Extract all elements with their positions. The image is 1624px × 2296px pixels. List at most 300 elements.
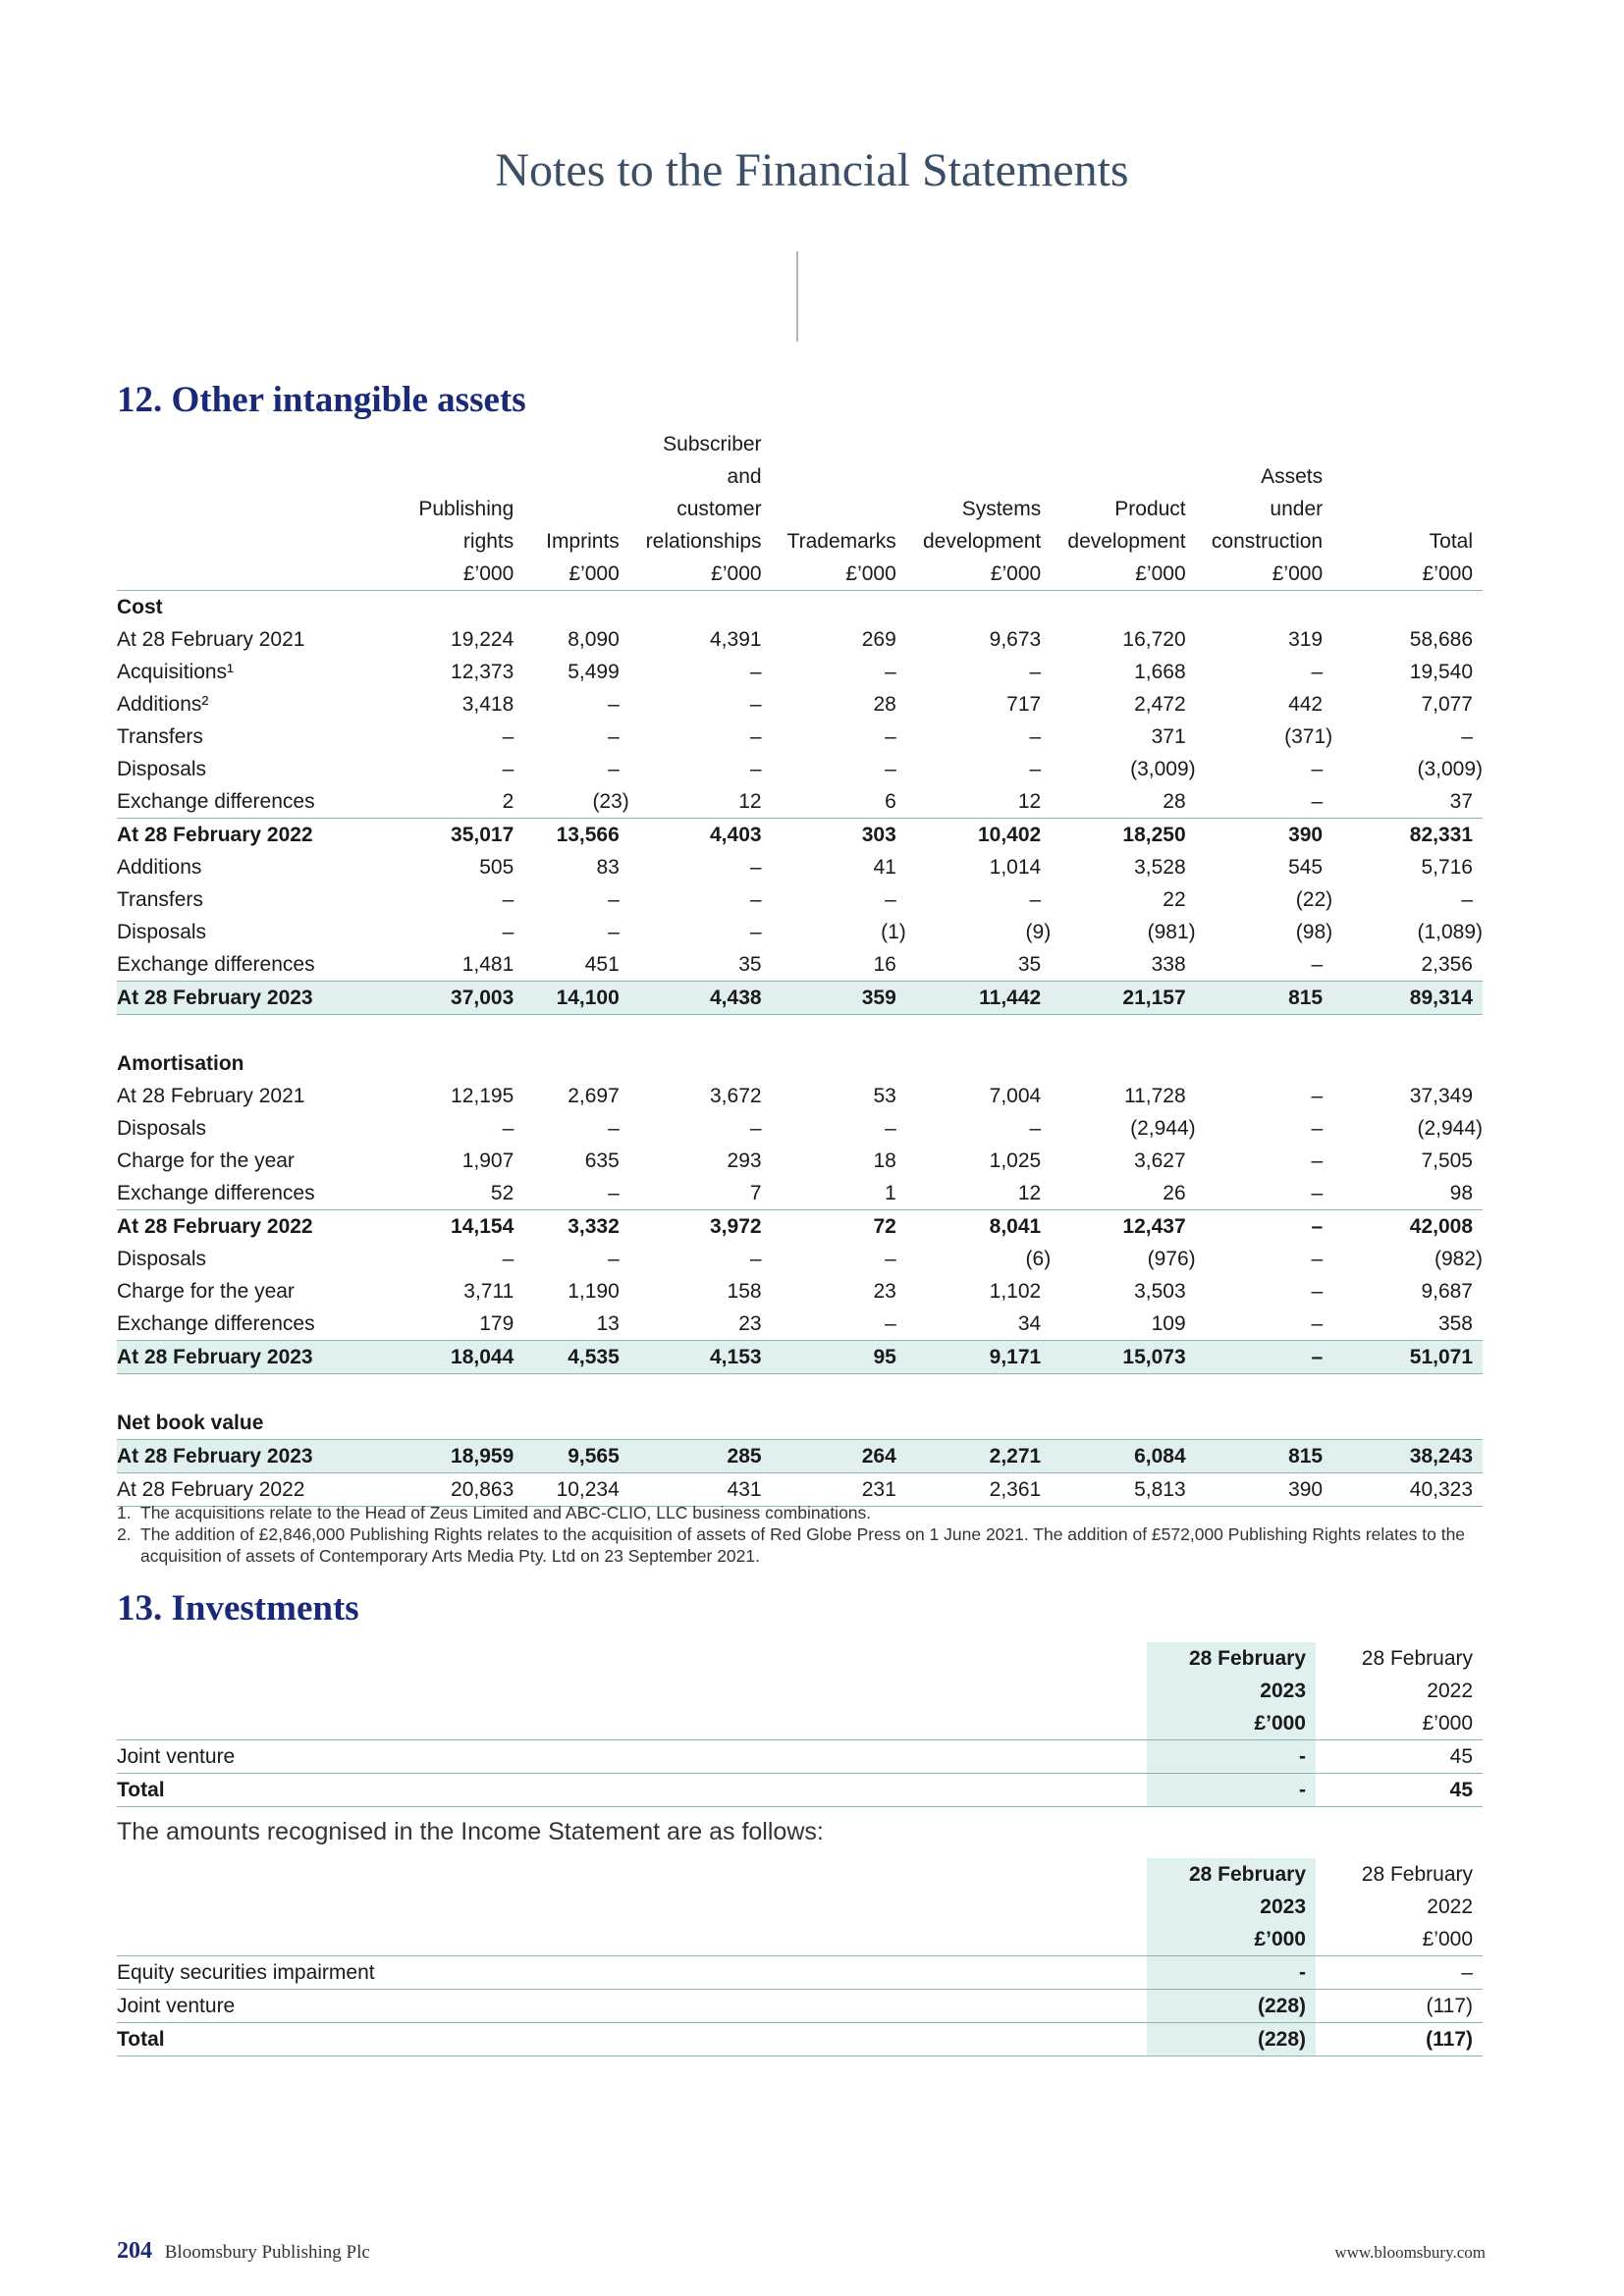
table-row xyxy=(117,656,1483,688)
value-cell: 38,243 xyxy=(1332,1440,1483,1473)
value-cell: 7,077 xyxy=(1421,693,1473,716)
value-cell: 20,863 xyxy=(369,1473,523,1507)
value-cell: 109 xyxy=(1151,1312,1186,1335)
value-cell: – xyxy=(502,758,514,780)
column-header-2022: £’000 xyxy=(1316,1923,1483,1956)
value-cell: 2 xyxy=(502,790,514,813)
row-label: Disposals xyxy=(117,758,207,780)
value-cell: 12,437 xyxy=(1051,1210,1195,1244)
value-2022: 45 xyxy=(1316,1774,1483,1807)
value-2023: (228) xyxy=(1147,1990,1316,2023)
value-cell: 2,271 xyxy=(906,1440,1051,1473)
value-cell: 3,711 xyxy=(463,1280,514,1303)
value-cell: – xyxy=(1311,1280,1324,1303)
value-cell: 158 xyxy=(727,1280,762,1303)
value-cell: 19,540 xyxy=(1409,661,1473,683)
column-header: £’000 xyxy=(1196,558,1332,591)
value-cell: 1,014 xyxy=(989,856,1042,879)
value-cell: – xyxy=(1461,888,1473,911)
value-cell: 7,505 xyxy=(1421,1149,1473,1172)
value-cell: 4,403 xyxy=(629,819,772,852)
table-row xyxy=(117,1774,1483,1807)
value-cell: (2,944) xyxy=(1130,1117,1196,1140)
section-heading-intangibles: 12. Other intangible assets xyxy=(117,380,526,420)
value-cell: 12 xyxy=(1017,790,1042,813)
table-row xyxy=(117,721,1483,753)
value-cell: 815 xyxy=(1196,982,1332,1015)
footer-left xyxy=(117,2238,370,2265)
value-cell: 37 xyxy=(1449,790,1473,813)
column-header: and xyxy=(727,465,762,488)
value-cell: 2,472 xyxy=(1134,693,1186,716)
value-cell: 16,720 xyxy=(1122,628,1186,651)
value-cell: – xyxy=(1311,1182,1324,1204)
header-row xyxy=(117,460,1483,493)
value-cell: – xyxy=(749,856,762,879)
value-cell: – xyxy=(749,693,762,716)
column-header: Subscriber xyxy=(663,433,762,455)
value-cell: (981) xyxy=(1147,921,1196,943)
column-header xyxy=(772,428,906,460)
value-cell: 18,044 xyxy=(369,1341,523,1374)
value-cell: 338 xyxy=(1151,953,1186,976)
value-cell: 1,481 xyxy=(461,953,514,976)
value-cell: – xyxy=(608,1117,620,1140)
column-header xyxy=(117,558,369,591)
value-cell: 35 xyxy=(738,953,762,976)
value-cell: 34 xyxy=(1017,1312,1042,1335)
value-cell: 3,503 xyxy=(1134,1280,1186,1303)
table-row xyxy=(117,688,1483,721)
column-header-2023: 2023 xyxy=(1147,1675,1316,1707)
value-cell: (982) xyxy=(1434,1248,1483,1270)
column-header-2023: 28 February xyxy=(1147,1642,1316,1675)
column-header: £’000 xyxy=(523,558,629,591)
row-label: Disposals xyxy=(117,1117,207,1140)
cost-label-row xyxy=(117,591,1483,624)
table-row xyxy=(117,1210,1483,1244)
value-cell: 2,697 xyxy=(568,1085,620,1107)
table-row xyxy=(117,1243,1483,1275)
value-2023: - xyxy=(1147,1774,1316,1807)
value-cell: 3,528 xyxy=(1134,856,1186,879)
page-title: Notes to the Financial Statements xyxy=(495,144,1129,196)
value-cell: 12,373 xyxy=(451,661,514,683)
value-cell: 11,442 xyxy=(906,982,1051,1015)
value-cell: – xyxy=(1029,661,1042,683)
table-row xyxy=(117,1145,1483,1177)
value-cell: (6) xyxy=(1025,1248,1052,1270)
value-cell: 14,100 xyxy=(523,982,629,1015)
column-header xyxy=(1332,428,1483,460)
value-cell: 3,672 xyxy=(710,1085,762,1107)
value-cell: – xyxy=(608,725,620,748)
value-cell: – xyxy=(1311,1248,1324,1270)
row-label: Transfers xyxy=(117,888,203,911)
value-cell: – xyxy=(749,758,762,780)
value-cell: – xyxy=(1029,1117,1042,1140)
value-cell: – xyxy=(1311,1117,1324,1140)
value-cell: 4,438 xyxy=(629,982,772,1015)
column-header: Publishing xyxy=(418,498,514,520)
header-spacer xyxy=(117,1858,1147,1891)
value-cell: 28 xyxy=(1163,790,1186,813)
header-row xyxy=(117,1642,1483,1675)
value-cell: 3,418 xyxy=(461,693,514,716)
value-cell: 82,331 xyxy=(1332,819,1483,852)
page-number: 204 xyxy=(117,2238,152,2264)
value-cell: 37,349 xyxy=(1409,1085,1473,1107)
header-spacer xyxy=(117,1675,1147,1707)
column-header: £’000 xyxy=(772,558,906,591)
value-cell: 8,090 xyxy=(568,628,620,651)
value-cell: 28 xyxy=(873,693,896,716)
section-label: Amortisation xyxy=(117,1052,244,1075)
value-cell: 52 xyxy=(490,1182,514,1204)
value-cell: 2,361 xyxy=(906,1473,1051,1507)
value-cell: 11,728 xyxy=(1123,1085,1186,1107)
value-cell: 5,499 xyxy=(568,661,620,683)
column-header: £’000 xyxy=(1051,558,1195,591)
value-cell: – xyxy=(749,921,762,943)
value-cell: – xyxy=(502,921,514,943)
value-cell: 22 xyxy=(1163,888,1186,911)
header-row xyxy=(117,1707,1483,1740)
column-header xyxy=(906,428,1051,460)
column-header: development xyxy=(1067,530,1186,553)
table-row xyxy=(117,1080,1483,1112)
value-cell: 293 xyxy=(727,1149,762,1172)
value-cell: 23 xyxy=(738,1312,762,1335)
value-cell: 6,084 xyxy=(1051,1440,1195,1473)
table-row xyxy=(117,1990,1483,2023)
table-row xyxy=(117,1341,1483,1374)
column-header xyxy=(117,460,369,493)
value-cell: 359 xyxy=(772,982,906,1015)
value-cell: – xyxy=(1311,661,1324,683)
value-cell: 431 xyxy=(629,1473,772,1507)
value-cell: 13 xyxy=(596,1312,620,1335)
row-label: At 28 February 2023 xyxy=(117,1341,369,1374)
value-cell: 51,071 xyxy=(1332,1341,1483,1374)
row-label: Joint venture xyxy=(117,1740,1147,1774)
value-cell: 15,073 xyxy=(1051,1341,1195,1374)
value-cell: 442 xyxy=(1288,693,1324,716)
row-label: Disposals xyxy=(117,1248,207,1270)
intangible-assets-table xyxy=(117,428,1483,1507)
header-row xyxy=(117,1923,1483,1956)
column-header: construction xyxy=(1211,530,1324,553)
header-spacer xyxy=(117,1891,1147,1923)
table-row xyxy=(117,1112,1483,1145)
value-cell: – xyxy=(1196,1210,1332,1244)
header-row xyxy=(117,1858,1483,1891)
header-spacer xyxy=(117,1642,1147,1675)
value-cell: (23) xyxy=(592,790,629,813)
value-cell: 35,017 xyxy=(369,819,523,852)
value-cell: 9,687 xyxy=(1421,1280,1473,1303)
value-cell: 16 xyxy=(873,953,896,976)
column-header: Imprints xyxy=(546,530,620,553)
value-cell: 451 xyxy=(584,953,620,976)
column-header: customer xyxy=(677,498,762,520)
value-cell: – xyxy=(608,693,620,716)
column-header xyxy=(1332,493,1483,525)
spacer-row xyxy=(117,1015,1483,1048)
header-row xyxy=(117,558,1483,591)
value-cell: 18 xyxy=(873,1149,896,1172)
value-cell: 264 xyxy=(772,1440,906,1473)
value-cell: – xyxy=(1311,1312,1324,1335)
value-cell: – xyxy=(749,725,762,748)
value-cell: – xyxy=(885,1312,896,1335)
table-row xyxy=(117,1740,1483,1774)
column-header-2022: 2022 xyxy=(1427,1680,1473,1702)
table-row xyxy=(117,851,1483,883)
value-cell: 505 xyxy=(479,856,514,879)
row-label: At 28 February 2023 xyxy=(117,982,369,1015)
value-cell: – xyxy=(1311,1085,1324,1107)
amortisation-label-row xyxy=(117,1047,1483,1080)
value-cell: 1,907 xyxy=(461,1149,514,1172)
value-cell: 13,566 xyxy=(523,819,629,852)
value-2022: 45 xyxy=(1316,1740,1483,1774)
value-cell: 285 xyxy=(629,1440,772,1473)
value-cell: – xyxy=(885,661,896,683)
value-cell: 815 xyxy=(1196,1440,1332,1473)
value-cell: 21,157 xyxy=(1051,982,1195,1015)
column-header xyxy=(1332,460,1483,493)
value-cell: 7,004 xyxy=(989,1085,1042,1107)
value-cell: (9) xyxy=(1025,921,1052,943)
row-label: Additions xyxy=(117,856,202,879)
value-cell: 12 xyxy=(1017,1182,1042,1204)
column-header xyxy=(906,460,1051,493)
column-header-2022: £’000 xyxy=(1316,1707,1483,1740)
value-cell: 37,003 xyxy=(369,982,523,1015)
spacer-cell xyxy=(117,1374,1483,1408)
value-cell: 4,535 xyxy=(523,1341,629,1374)
value-cell: – xyxy=(502,888,514,911)
footnote-number: 2. xyxy=(117,1524,132,1544)
table-row xyxy=(117,1440,1483,1473)
table-row xyxy=(117,883,1483,916)
column-header-2023: £’000 xyxy=(1147,1923,1316,1956)
value-cell: 358 xyxy=(1437,1312,1473,1335)
column-header xyxy=(1196,428,1332,460)
value-cell: (976) xyxy=(1147,1248,1196,1270)
value-cell: – xyxy=(608,1182,620,1204)
value-cell: 89,314 xyxy=(1332,982,1483,1015)
value-cell: (2,944) xyxy=(1417,1117,1483,1140)
value-cell: 4,391 xyxy=(710,628,762,651)
column-header-2022: 28 February xyxy=(1361,1647,1473,1670)
value-cell: – xyxy=(885,1117,896,1140)
column-header: development xyxy=(922,530,1042,553)
section-label: Net book value xyxy=(117,1412,264,1434)
row-label: Exchange differences xyxy=(117,1182,315,1204)
value-cell: 3,332 xyxy=(523,1210,629,1244)
value-cell: 390 xyxy=(1196,1473,1332,1507)
column-header-2023: 28 February xyxy=(1147,1858,1316,1891)
table-row xyxy=(117,785,1483,819)
value-cell: 98 xyxy=(1449,1182,1473,1204)
value-cell: 4,153 xyxy=(629,1341,772,1374)
header-spacer xyxy=(117,1923,1147,1956)
header-row xyxy=(117,493,1483,525)
column-header xyxy=(117,428,369,460)
column-header: £’000 xyxy=(906,558,1051,591)
value-cell: 26 xyxy=(1163,1182,1186,1204)
value-cell: 5,813 xyxy=(1051,1473,1195,1507)
value-cell: – xyxy=(749,661,762,683)
footnote xyxy=(117,1502,1472,1523)
column-header: Assets xyxy=(1261,465,1324,488)
value-cell: 8,041 xyxy=(906,1210,1051,1244)
value-cell: (1,089) xyxy=(1417,921,1483,943)
value-cell: 635 xyxy=(584,1149,620,1172)
value-cell: 9,673 xyxy=(989,628,1042,651)
value-cell: 7 xyxy=(749,1182,762,1204)
header-spacer xyxy=(117,1707,1147,1740)
value-cell: (98) xyxy=(1295,921,1333,943)
value-cell: 3,627 xyxy=(1134,1149,1186,1172)
value-cell: – xyxy=(1196,1341,1332,1374)
value-cell: – xyxy=(1029,758,1042,780)
value-cell: – xyxy=(1029,725,1042,748)
value-cell: 303 xyxy=(772,819,906,852)
value-cell: (3,009) xyxy=(1130,758,1196,780)
value-cell: 2,356 xyxy=(1421,953,1473,976)
column-header: relationships xyxy=(645,530,762,553)
value-cell: 6 xyxy=(885,790,896,813)
value-cell: 9,171 xyxy=(906,1341,1051,1374)
table-row xyxy=(117,819,1483,852)
row-label: Transfers xyxy=(117,725,203,748)
header-row xyxy=(117,1675,1483,1707)
header-row xyxy=(117,525,1483,558)
column-header: under xyxy=(1270,498,1324,520)
value-cell: 717 xyxy=(1006,693,1042,716)
row-label: Charge for the year xyxy=(117,1280,295,1303)
value-cell: (1) xyxy=(881,921,906,943)
value-cell: 53 xyxy=(873,1085,896,1107)
value-cell: 41 xyxy=(873,856,896,879)
value-cell: 1,668 xyxy=(1134,661,1186,683)
header-row xyxy=(117,1891,1483,1923)
column-header xyxy=(772,493,906,525)
table-row xyxy=(117,982,1483,1015)
spacer-cell xyxy=(117,1015,1483,1048)
value-cell: – xyxy=(749,1117,762,1140)
value-cell: 3,972 xyxy=(629,1210,772,1244)
row-label: Charge for the year xyxy=(117,1149,295,1172)
value-cell: 371 xyxy=(1151,725,1186,748)
column-header-2022: 2022 xyxy=(1427,1896,1473,1918)
row-label: Total xyxy=(117,2023,1147,2056)
value-cell: – xyxy=(749,888,762,911)
value-cell: 40,323 xyxy=(1332,1473,1483,1507)
value-cell: – xyxy=(749,1248,762,1270)
value-cell: 95 xyxy=(772,1341,906,1374)
table-row xyxy=(117,2023,1483,2056)
value-cell: 72 xyxy=(772,1210,906,1244)
table-row xyxy=(117,753,1483,785)
value-cell: 10,402 xyxy=(906,819,1051,852)
column-header-2023: £’000 xyxy=(1147,1707,1316,1740)
value-cell: 545 xyxy=(1288,856,1324,879)
value-cell: 19,224 xyxy=(451,628,514,651)
table-row xyxy=(117,1275,1483,1308)
footnote-text: The acquisitions relate to the Head of Zeus Limited and ABC-CLIO, LLC business combinations. xyxy=(140,1503,872,1522)
column-header-2022: 28 February xyxy=(1361,1863,1473,1886)
value-cell: – xyxy=(502,725,514,748)
footer-url: www.bloomsbury.com xyxy=(1334,2243,1486,2262)
income-statement-table xyxy=(117,1858,1483,2056)
value-cell: – xyxy=(608,758,620,780)
row-label: Exchange differences xyxy=(117,953,315,976)
table-row xyxy=(117,1177,1483,1210)
column-header: £’000 xyxy=(369,558,523,591)
value-2022: (117) xyxy=(1316,1990,1483,2023)
value-cell: – xyxy=(1461,725,1473,748)
value-cell: 14,154 xyxy=(369,1210,523,1244)
row-label: At 28 February 2022 xyxy=(117,1473,369,1507)
section-heading-investments: 13. Investments xyxy=(117,1588,359,1629)
value-cell: – xyxy=(608,921,620,943)
footnote xyxy=(117,1523,1472,1567)
table-row xyxy=(117,1956,1483,1990)
row-label: At 28 February 2023 xyxy=(117,1440,369,1473)
value-2023: - xyxy=(1147,1956,1316,1990)
value-cell: (22) xyxy=(1295,888,1333,911)
row-label: At 28 February 2021 xyxy=(117,1085,305,1107)
row-label: Acquisitions¹ xyxy=(117,661,235,683)
value-cell: – xyxy=(608,1248,620,1270)
table-row xyxy=(117,916,1483,948)
value-cell: – xyxy=(608,888,620,911)
value-cell: – xyxy=(885,758,896,780)
column-header xyxy=(523,428,629,460)
header-row xyxy=(117,428,1483,460)
value-cell: 23 xyxy=(873,1280,896,1303)
value-2023: - xyxy=(1147,1740,1316,1774)
column-header xyxy=(1051,428,1195,460)
value-cell: – xyxy=(885,1248,896,1270)
row-label: Equity securities impairment xyxy=(117,1956,1147,1990)
value-2023: (228) xyxy=(1147,2023,1316,2056)
row-label: Joint venture xyxy=(117,1990,1147,2023)
column-header xyxy=(369,428,523,460)
row-label: Exchange differences xyxy=(117,790,315,813)
table-row xyxy=(117,1308,1483,1341)
value-cell: 1,025 xyxy=(989,1149,1042,1172)
column-header: £’000 xyxy=(1332,558,1483,591)
investments-table xyxy=(117,1642,1483,1807)
value-cell: 35 xyxy=(1017,953,1042,976)
value-cell: – xyxy=(885,888,896,911)
column-header xyxy=(369,460,523,493)
value-cell: 1,190 xyxy=(568,1280,620,1303)
value-cell: 42,008 xyxy=(1332,1210,1483,1244)
value-cell: 83 xyxy=(596,856,620,879)
value-cell: – xyxy=(1311,758,1324,780)
table-body xyxy=(117,591,1483,1507)
value-cell: – xyxy=(1029,888,1042,911)
row-label: Disposals xyxy=(117,921,207,943)
value-cell: 58,686 xyxy=(1409,628,1473,651)
table-row xyxy=(117,948,1483,982)
